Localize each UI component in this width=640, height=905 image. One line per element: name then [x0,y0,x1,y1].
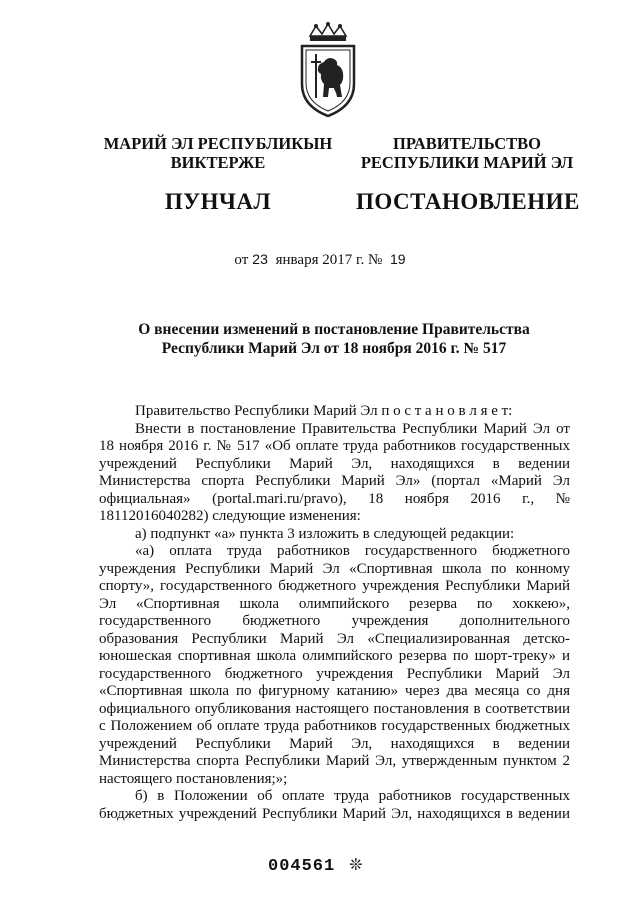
document-title [100,320,568,358]
ornament-icon: ❊ [349,855,364,874]
header-left-doc-type: ПУНЧАЛ [164,189,272,214]
header-right-line2: РЕСПУБЛИКИ МАРИЙ ЭЛ [360,153,574,172]
paragraph-item-a-text: «а) оплата труда работников государственного бюджетного учреждения Республики Марий Эл «Спортивная школа по конному спорту», государственного бюджетного учреждения Республики Марий Эл «Спортивная школа олимпийского резерва по хоккею», государственного бюджетного учреждения дополнительного образования Республики Марий Эл «Специализированная детско-юношеская спортивная школа олимпийского резерва по шорт-треку» и государственного бюджетного учреждения Республики Марий Эл «Спортивная школа по фигурному катанию» через два месяца со дня официального опубликования настоящего постановления в соответствии с Положением об оплате труда работников государственных бюджетных учреждений Республики Марий Эл, находящихся в ведении Министерства спорта Республики Марий Эл, утвержденным пунктом 2 настоящего постановления;»; [99,543,570,787]
title-line2: Республики Марий Эл от 18 ноября 2016 г. № 517 [161,340,507,357]
paragraph-item-a: а) подпункт «а» пункта 3 изложить в следующей редакции: [135,525,515,542]
header-right-line1: ПРАВИТЕЛЬСТВО [393,134,541,153]
header-left-block [100,134,336,214]
header-left-line2: ВИКТЕРЖЕ [170,153,266,172]
date-day: 23 [252,251,268,267]
date-month-year: января 2017 г. № [275,252,383,268]
header-right-doc-type: ПОСТАНОВЛЕНИЕ [356,189,580,214]
paragraph-item-b: б) в Положении об оплате труда работников государственных бюджетных учреждений Республики Марий Эл, находящихся в ведении [99,788,570,822]
paragraph-amendment-intro: Внести в постановление Правительства Республики Марий Эл от 18 ноября 2016 г. № 517 «Об оплате труда работников государственных учреждений Республики Марий Эл, находящихся в ведении Министерства спорта Республики Марий Эл» (портал «Марий Эл официальная» (portal.mari.ru/pravo), 18 ноября 2016 г., № 18112016040282) следующие изменения: [99,420,570,524]
form-serial-number [268,855,364,876]
serial-number: 004561 [268,857,336,876]
coat-of-arms-icon [296,22,360,118]
date-prefix: от [234,252,249,268]
document-number: 19 [390,251,406,267]
coat-of-arms-emblem [296,22,360,118]
header-right-block [356,134,580,214]
header-left-line1: МАРИЙ ЭЛ РЕСПУБЛИКЫН [103,134,333,153]
title-line1: О внесении изменений в постановление Правительства [138,321,530,338]
paragraph-preamble: Правительство Республики Марий Эл п о с т а н о в л я е т: [135,403,513,419]
document-body [99,403,570,823]
document-date-line [0,251,640,269]
